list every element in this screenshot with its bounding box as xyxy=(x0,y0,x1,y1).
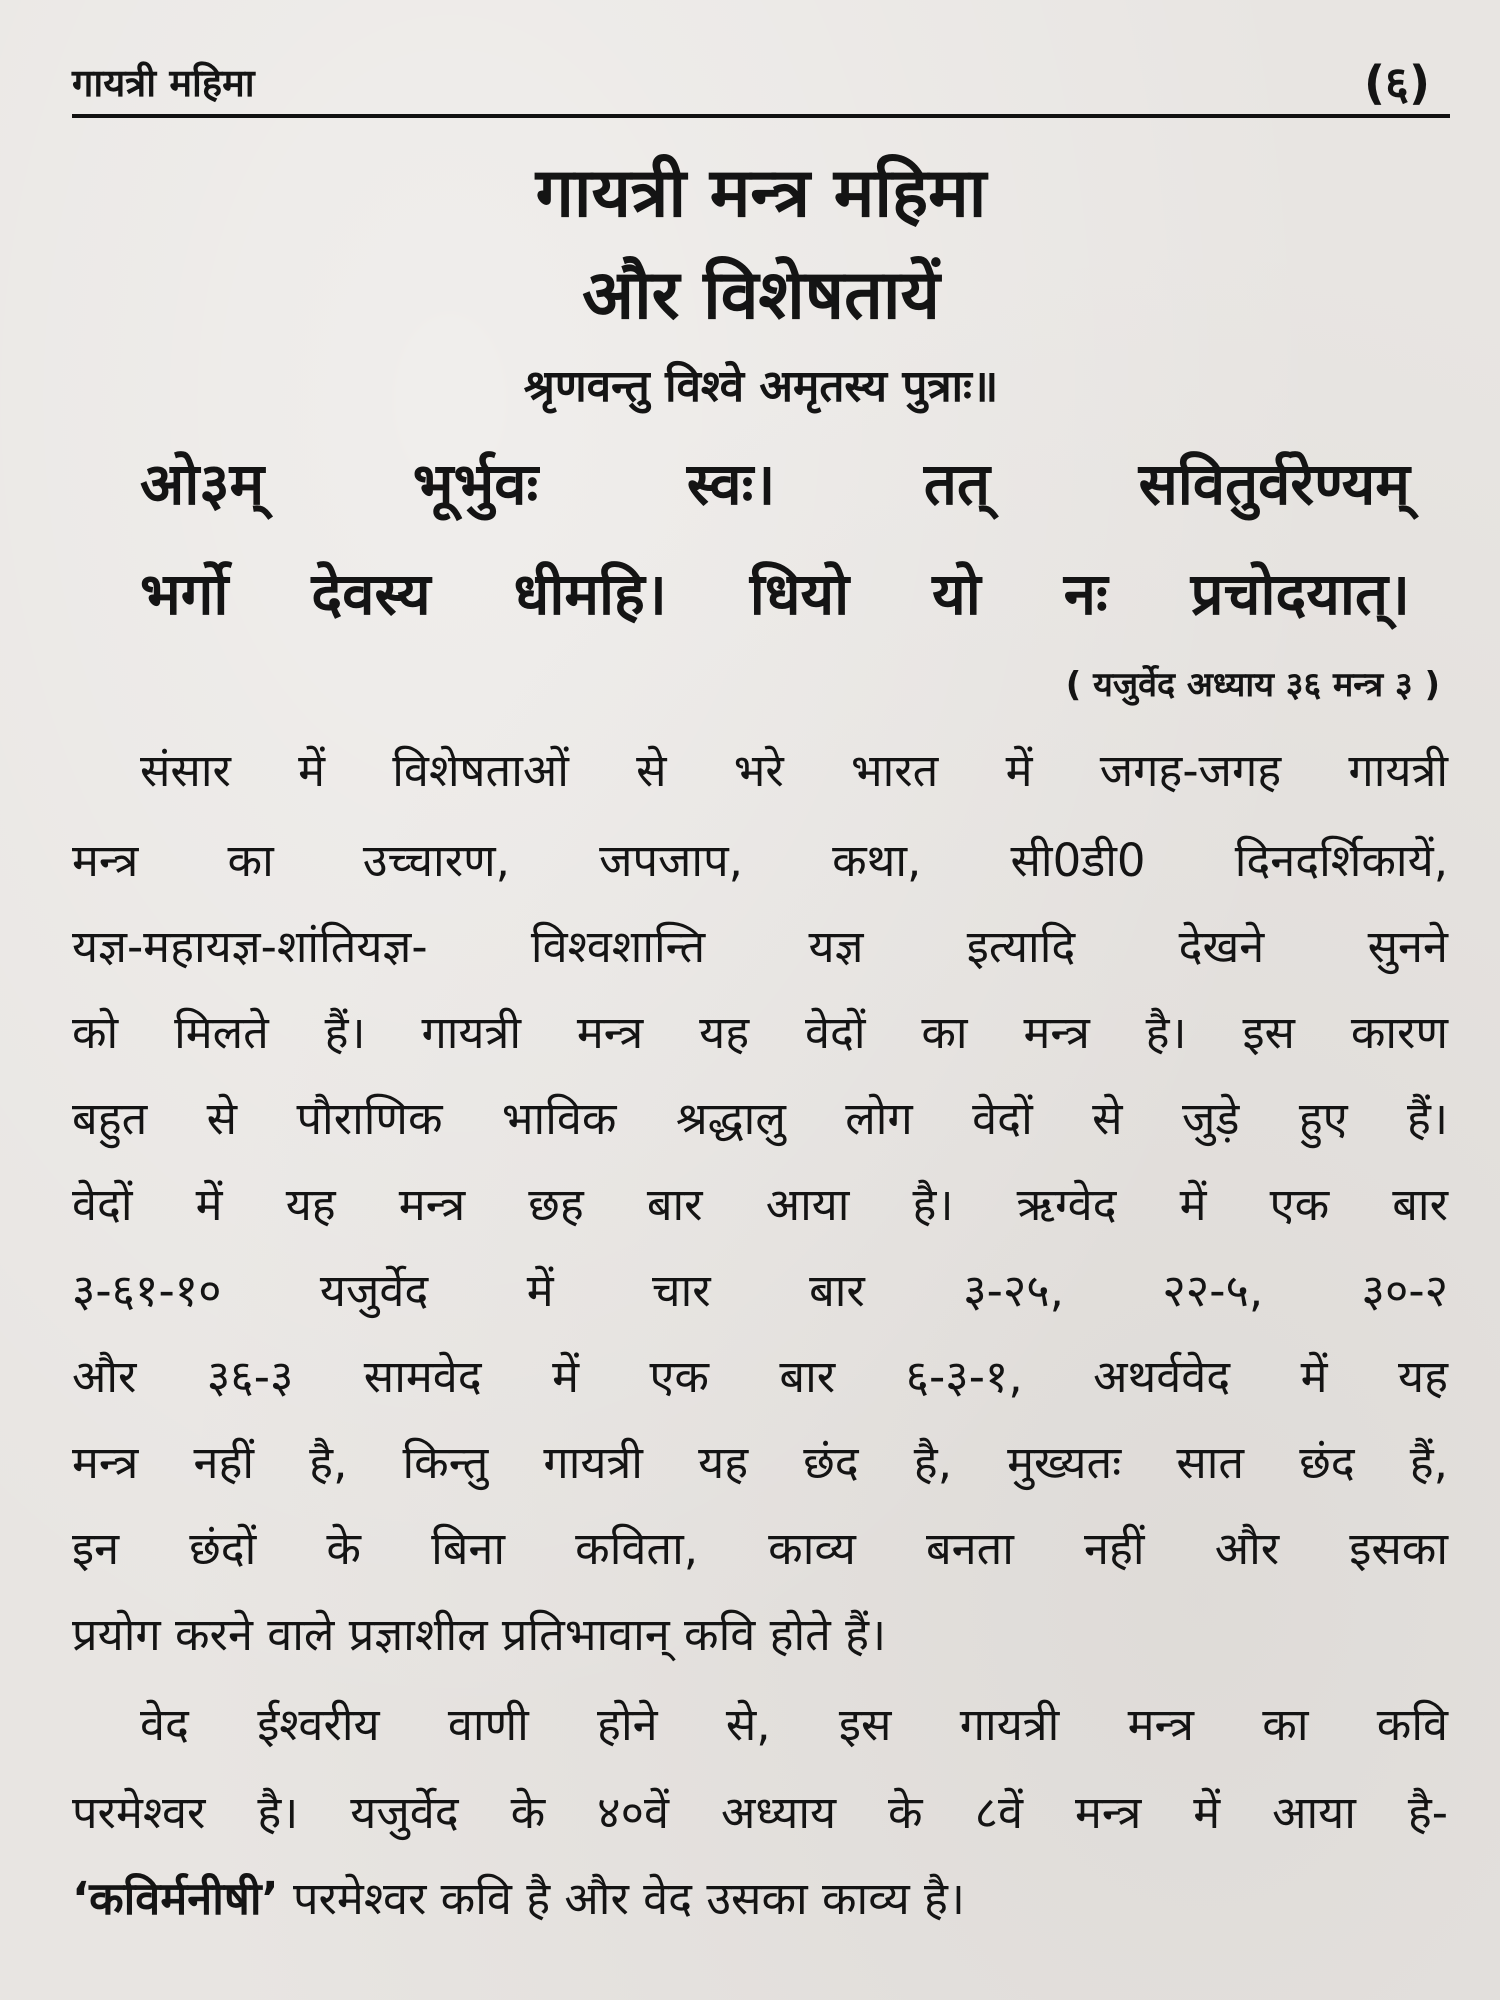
paragraph-1-line: संसार में विशेषताओं से भरे भारत में जगह-जगह गायत्री xyxy=(140,744,1448,797)
paragraph-1-line: प्रयोग करने वाले प्रज्ञाशील प्रतिभावान् कवि होते हैं। xyxy=(72,1608,887,1661)
paragraph-1-line: ३-६१-१० यजुर्वेद में चार बार ३-२५, २२-५, ३०-२ xyxy=(72,1264,1448,1317)
header-rule xyxy=(72,114,1450,118)
paragraph-1-line: वेदों में यह मन्त्र छह बार आया है। ऋग्वेद में एक बार xyxy=(72,1178,1448,1231)
mantra-line-2: भर्गो देवस्य धीमहि। धियो यो नः प्रचोदयात्। xyxy=(140,560,1410,628)
paragraph-1-line: मन्त्र नहीं है, किन्तु गायत्री यह छंद है, मुख्यतः सात छंद हैं, xyxy=(72,1436,1448,1489)
chapter-title-line-2: और विशेषतायें xyxy=(582,256,940,335)
paragraph-1-line: और ३६-३ सामवेद में एक बार ६-३-१, अथर्ववेद में यह xyxy=(72,1350,1448,1403)
paragraph-1-line: बहुत से पौराणिक भाविक श्रद्धालु लोग वेदों से जुड़े हुए हैं। xyxy=(72,1092,1448,1145)
paragraph-2-line: वेद ईश्वरीय वाणी होने से, इस गायत्री मन्त्र का कवि xyxy=(140,1698,1448,1751)
paragraph-1-line: मन्त्र का उच्चारण, जपजाप, कथा, सी0डी0 दिनदर्शिकायें, xyxy=(72,834,1448,887)
page-number: (६) xyxy=(1364,56,1430,110)
running-title: गायत्री महिमा xyxy=(72,61,255,105)
paragraph-1-line: इन छंदों के बिना कविता, काव्य बनता नहीं और इसका xyxy=(72,1522,1448,1575)
paragraph-2-line: परमेश्वर है। यजुर्वेद के ४०वें अध्याय के ८वें मन्त्र में आया है- xyxy=(72,1786,1448,1839)
running-header xyxy=(72,52,1450,112)
paragraph-2-last-line xyxy=(72,1872,1448,1925)
paragraph-2-last-text: परमेश्वर कवि है और वेद उसका काव्य है। xyxy=(278,1872,965,1925)
invocation-verse: श्रृणवन्तु विश्वे अमृतस्य पुत्राः॥ xyxy=(523,361,999,412)
mantra-source-citation: ( यजुर्वेद अध्याय ३६ मन्त्र ३ ) xyxy=(1065,665,1440,705)
paragraph-1-line: यज्ञ-महायज्ञ-शांतियज्ञ- विश्वशान्ति यज्ञ इत्यादि देखने सुनने xyxy=(72,920,1448,973)
chapter-title-line-1: गायत्री मन्त्र महिमा xyxy=(535,154,987,233)
paragraph-1-line: को मिलते हैं। गायत्री मन्त्र यह वेदों का मन्त्र है। इस कारण xyxy=(72,1006,1448,1059)
mantra-line-1: ओ३म् भूर्भुवः स्वः। तत् सवितुर्वरेण्यम् xyxy=(140,450,1410,518)
quoted-term: ‘कविर्मनीषी’ xyxy=(72,1872,279,1925)
